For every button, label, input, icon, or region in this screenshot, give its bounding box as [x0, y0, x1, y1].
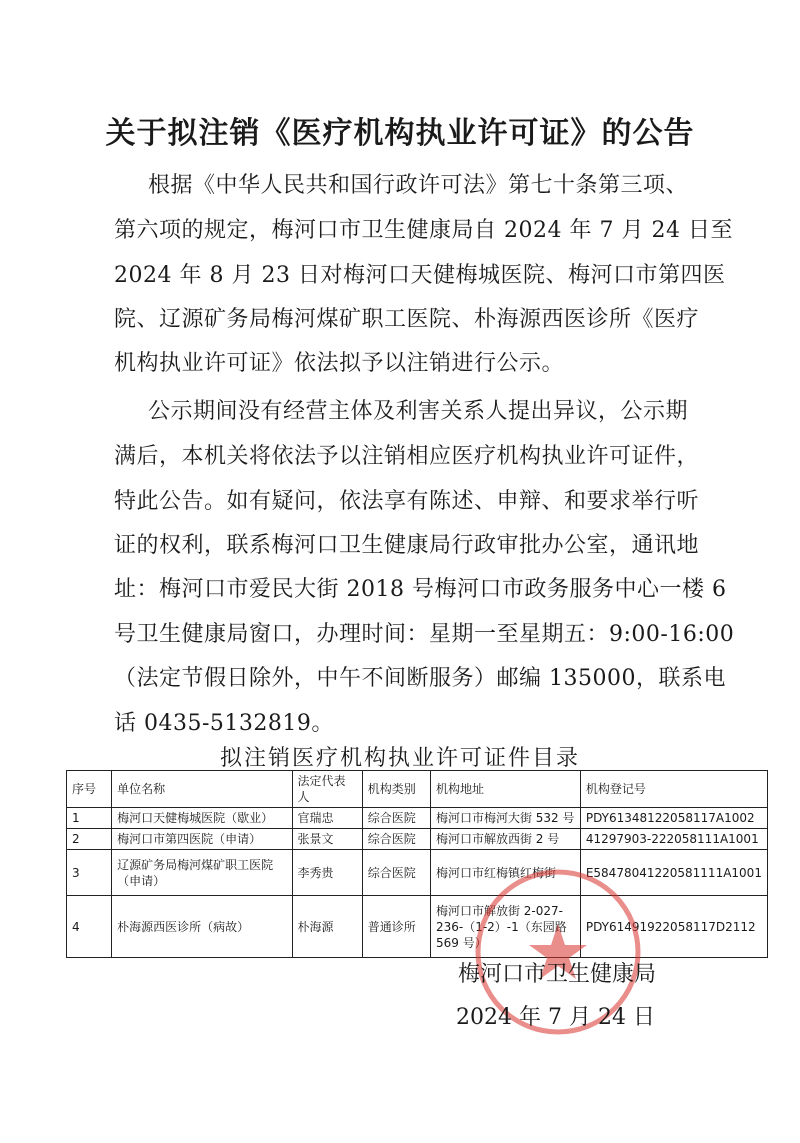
body-line: 话 0435-5132819。	[114, 711, 334, 736]
cell-unit-name: 辽源矿务局梅河煤矿职工医院（申请）	[112, 850, 292, 896]
table-row	[67, 829, 768, 850]
announcement-title: 关于拟注销《医疗机构执业许可证》的公告	[105, 116, 695, 151]
cell-unit-name: 朴海源西医诊所（病故）	[112, 896, 292, 958]
body-line: 公示期间没有经营主体及利害关系人提出异议，公示期	[148, 399, 689, 424]
cell-index: 4	[67, 896, 112, 958]
body-line: 号卫生健康局窗口，办理时间：星期一至星期五：9:00-16:00	[114, 622, 735, 647]
cell-address: 梅河口市梅河大街 532 号	[430, 808, 580, 829]
table-header-row	[67, 771, 768, 808]
cell-legal-rep: 朴海源	[292, 896, 362, 958]
body-line: 2024 年 8 月 23 日对梅河口天健梅城医院、梅河口市第四医	[114, 263, 726, 288]
table-row	[67, 850, 768, 896]
header-category: 机构类别	[362, 771, 430, 808]
cell-address: 梅河口市解放西街 2 号	[430, 829, 580, 850]
header-legal-rep: 法定代表人	[292, 771, 362, 808]
body-line: 第六项的规定，梅河口市卫生健康局自 2024 年 7 月 24 日至	[114, 218, 733, 243]
body-line: 满后，本机关将依法予以注销相应医疗机构执业许可证件，	[114, 444, 700, 469]
table-row	[67, 808, 768, 829]
cell-index: 3	[67, 850, 112, 896]
header-reg-number: 机构登记号	[580, 771, 767, 808]
cell-unit-name: 梅河口市第四医院（申请）	[112, 829, 292, 850]
body-line: 特此公告。如有疑问，依法享有陈述、申辩、和要求举行听	[114, 489, 700, 514]
cell-legal-rep: 张景文	[292, 829, 362, 850]
issuer-name: 梅河口市卫生健康局	[458, 962, 657, 987]
cell-category: 普通诊所	[362, 896, 430, 958]
table-title: 拟注销医疗机构执业许可证件目录	[219, 746, 580, 771]
cell-address: 梅河口市红梅镇红梅街	[430, 850, 580, 896]
cell-category: 综合医院	[362, 829, 430, 850]
cell-category: 综合医院	[362, 808, 430, 829]
cell-reg-number: PDY61491922058117D2112	[580, 896, 767, 958]
body-line: （法定节假日除外，中午不间断服务）邮编 135000，联系电	[114, 666, 726, 691]
body-line: 址：梅河口市爱民大街 2018 号梅河口市政务服务中心一楼 6	[114, 577, 727, 602]
cell-reg-number: 41297903-222058111A1001	[580, 829, 767, 850]
cell-index: 2	[67, 829, 112, 850]
license-catalog-table	[66, 770, 768, 958]
cell-reg-number: E58478041220581111A1001	[580, 850, 767, 896]
cell-category: 综合医院	[362, 850, 430, 896]
header-address: 机构地址	[430, 771, 580, 808]
table-row	[67, 896, 768, 958]
body-line: 证的权利，联系梅河口卫生健康局行政审批办公室，通讯地	[114, 533, 700, 558]
body-line: 根据《中华人民共和国行政许可法》第七十条第三项、	[148, 173, 689, 198]
body-line: 院、辽源矿务局梅河煤矿职工医院、朴海源西医诊所《医疗	[114, 307, 700, 332]
header-index: 序号	[67, 771, 112, 808]
body-line: 机构执业许可证》依法拟予以注销进行公示。	[114, 351, 565, 376]
cell-index: 1	[67, 808, 112, 829]
issue-date: 2024 年 7 月 24 日	[456, 1005, 655, 1030]
cell-unit-name: 梅河口天健梅城医院（歇业）	[112, 808, 292, 829]
cell-reg-number: PDY61348122058117A1002	[580, 808, 767, 829]
header-unit-name: 单位名称	[112, 771, 292, 808]
cell-address: 梅河口市解放街 2-027-236-（1-2）-1（东园路 569 号）	[430, 896, 580, 958]
cell-legal-rep: 李秀贵	[292, 850, 362, 896]
cell-legal-rep: 官瑞忠	[292, 808, 362, 829]
